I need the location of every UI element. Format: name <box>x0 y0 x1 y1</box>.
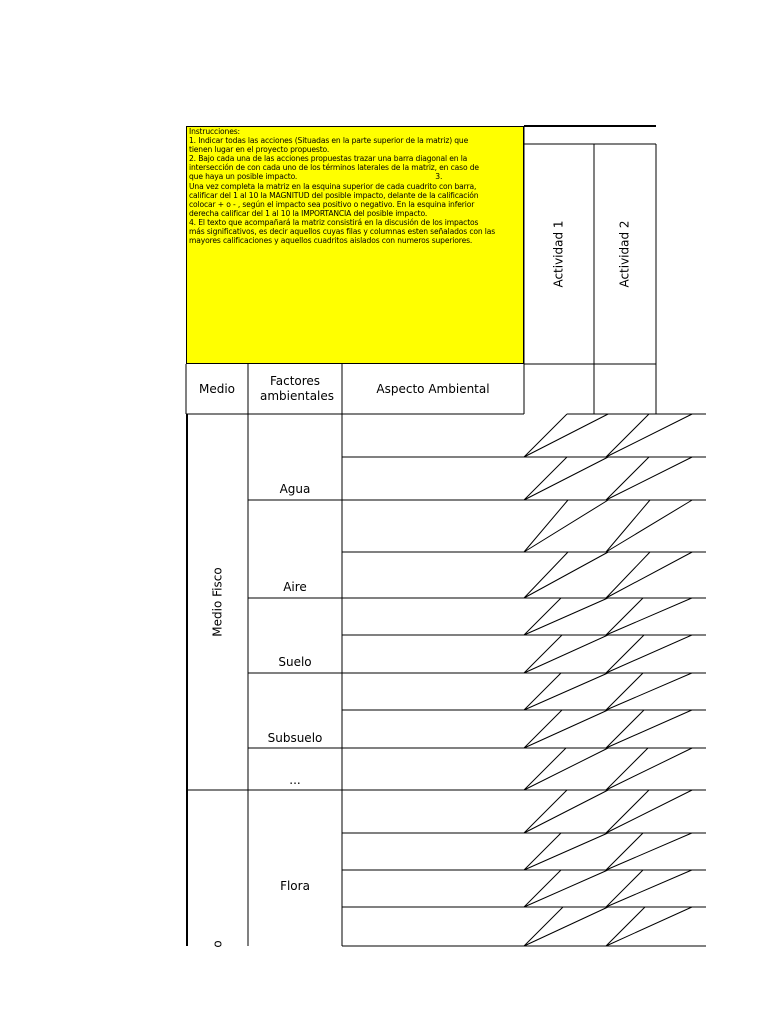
medio-second-cell <box>208 936 228 952</box>
instructions-line: Una vez completa la matriz en la esquina superior de cada cuadrito con barra, <box>189 181 477 191</box>
factor-agua: Agua <box>279 482 311 496</box>
instructions-line: 2. Bajo cada una de las acciones propuestas trazar una barra diagonal en la <box>189 154 468 164</box>
factor-suelo: Suelo <box>278 655 312 669</box>
factor-aire: Aire <box>283 580 307 594</box>
instructions-line: colocar + o - , según el impacto sea positivo o negativo. En la esquina inferior <box>189 199 475 209</box>
instructions-line: tienen lugar en el proyecto propuesto. <box>189 145 330 155</box>
header-medio-label: Medio <box>198 381 236 396</box>
header-aspecto-label: Aspecto Ambiental <box>376 381 490 396</box>
header-aspecto <box>342 364 524 414</box>
medio-fisico-cell <box>187 414 248 790</box>
instructions-line: calificar del 1 al 10 la MAGNITUD del posible impacto, delante de la calificación <box>189 190 479 200</box>
header-factores <box>248 364 342 414</box>
instructions-line: intersección de con cada uno de los términos laterales de la matriz, en caso de <box>189 163 479 173</box>
instructions-line: derecha calificar del 1 al 10 la IMPORTANCIA del posible impacto. <box>189 208 428 218</box>
activity-2-header <box>594 144 656 364</box>
header-factores-label: Factores ambientales <box>260 374 335 403</box>
header-medio <box>186 364 248 414</box>
instructions-line: más significativos, es decir aquellos cuyas filas y columnas esten señalados con las <box>189 227 496 237</box>
instructions-line: 4. El texto que acompañará la matriz consistirá en la discusión de los impactos <box>189 217 479 227</box>
factor-flora: Flora <box>280 879 310 893</box>
medio-fisico-label: Medio Fisco <box>210 567 225 637</box>
instructions-line: Instrucciones: <box>189 127 240 136</box>
activity-2-label: Actividad 2 <box>618 220 633 288</box>
medio-second-label: o <box>211 940 225 948</box>
factor-ellipsis: ... <box>289 773 301 787</box>
instructions-line: 1. Indicar todas las acciones (Situadas en la parte superior de la matriz) que <box>189 136 469 146</box>
activity-1-label: Actividad 1 <box>551 220 566 288</box>
instructions-line: mayores calificaciones y aquellos cuadritos aislados con numeros superiores. <box>189 236 473 246</box>
activity-1-header <box>524 144 594 364</box>
instructions-line: que haya un posible impacto. 3. <box>189 172 443 182</box>
factor-subsuelo: Subsuelo <box>267 731 323 745</box>
